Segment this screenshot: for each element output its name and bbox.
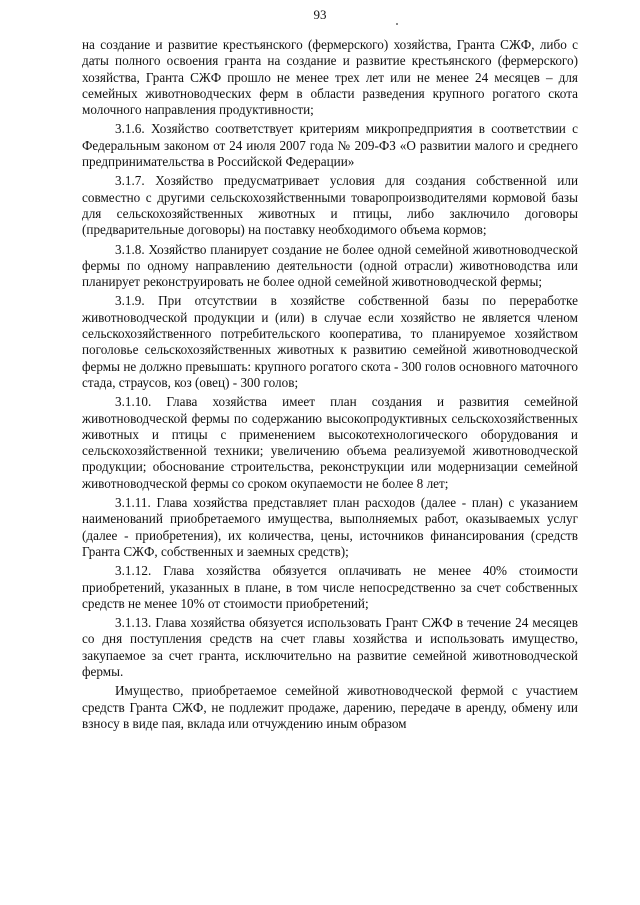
- document-body: [82, 37, 578, 735]
- paragraph-3-1-11: 3.1.11. Глава хозяйства представляет план расходов (далее - план) с указанием наименований приобретаемого имущества, выполняемых работ, оказываемых услуг (далее - приобретения), их количества, цены, источников финансирования (средств Гранта СЖФ, собственных и заемных средств);: [82, 495, 578, 559]
- paragraph-3-1-6: 3.1.6. Хозяйство соответствует критериям микропредприятия в соответствии с Федеральным законом от 24 июля 2007 года № 209-ФЗ «О развитии малого и среднего предпринимательства в Российской Федерации»: [82, 121, 578, 170]
- paragraph-3-1-10: 3.1.10. Глава хозяйства имеет план создания и развития семейной животноводческой фермы по содержанию высокопродуктивных сельскохозяйственных животных и птицы с применением высокотехнологического оборудования и сельскохозяйственной техники; увеличению объема реализуемой животноводческой продукции; обоснование строительства, реконструкции или модернизации семейной животноводческой фермы со сроком окупаемости не более 8 лет;: [82, 394, 578, 491]
- paragraph-3-1-12: 3.1.12. Глава хозяйства обязуется оплачивать не менее 40% стоимости приобретений, указанных в плане, в том числе непосредственно за счет собственных средств не менее 10% от стоимости приобретений;: [82, 563, 578, 611]
- paragraph-3-1-7: 3.1.7. Хозяйство предусматривает условия для создания собственной или совместно с другими сельскохозяйственными товаропроизводителями кормовой базы для сельскохозяйственных животных и птицы, либо заключило договоры (предварительные договоры) на поставку необходимого объема кормов;: [82, 173, 578, 238]
- page-number: 93: [313, 7, 327, 22]
- paragraph-3-1-13: 3.1.13. Глава хозяйства обязуется использовать Грант СЖФ в течение 24 месяцев со дня поступления средств на счет главы хозяйства и использовать имущество, закупаемое за счет гранта, исключительно на развитие семейной животноводческой фермы.: [82, 615, 578, 679]
- scan-speck: [396, 23, 398, 25]
- paragraph-3-1-9: 3.1.9. При отсутствии в хозяйстве собственной базы по переработке животноводческой продукции и (или) в случае если хозяйство не является членом сельскохозяйственного потребительского кооператива, то планируемое хозяйством поголовье сельскохозяйственных животных к развитию семейной животноводческой фермы не должно превышать: крупного рогатого скота - 300 голов основного маточного стада, страусов, коз (овец) - 300 голов;: [82, 293, 578, 390]
- paragraph-3-1-8: 3.1.8. Хозяйство планирует создание не более одной семейной животноводческой фермы по одному направлению деятельности (одной отрасли) животноводства или планирует реконструировать не более одной семейной животноводческой фермы;: [82, 241, 578, 290]
- paragraph-property: Имущество, приобретаемое семейной животноводческой фермой с участием средств Гранта СЖФ, не подлежит продаже, дарению, передаче в аренду, обмену или взносу в виде пая, вклада или отчуждению иным образом: [82, 683, 578, 731]
- paragraph-continuation: на создание и развитие крестьянского (фермерского) хозяйства, Гранта СЖФ, либо с даты полного освоения гранта на создание и развитие крестьянского (фермерского) хозяйства, Гранта СЖФ прошло не менее трех лет или не менее 24 месяцев – для семейных животноводческих ферм в области разведения крупного рогатого скота молочного направления продуктивности;: [82, 37, 578, 118]
